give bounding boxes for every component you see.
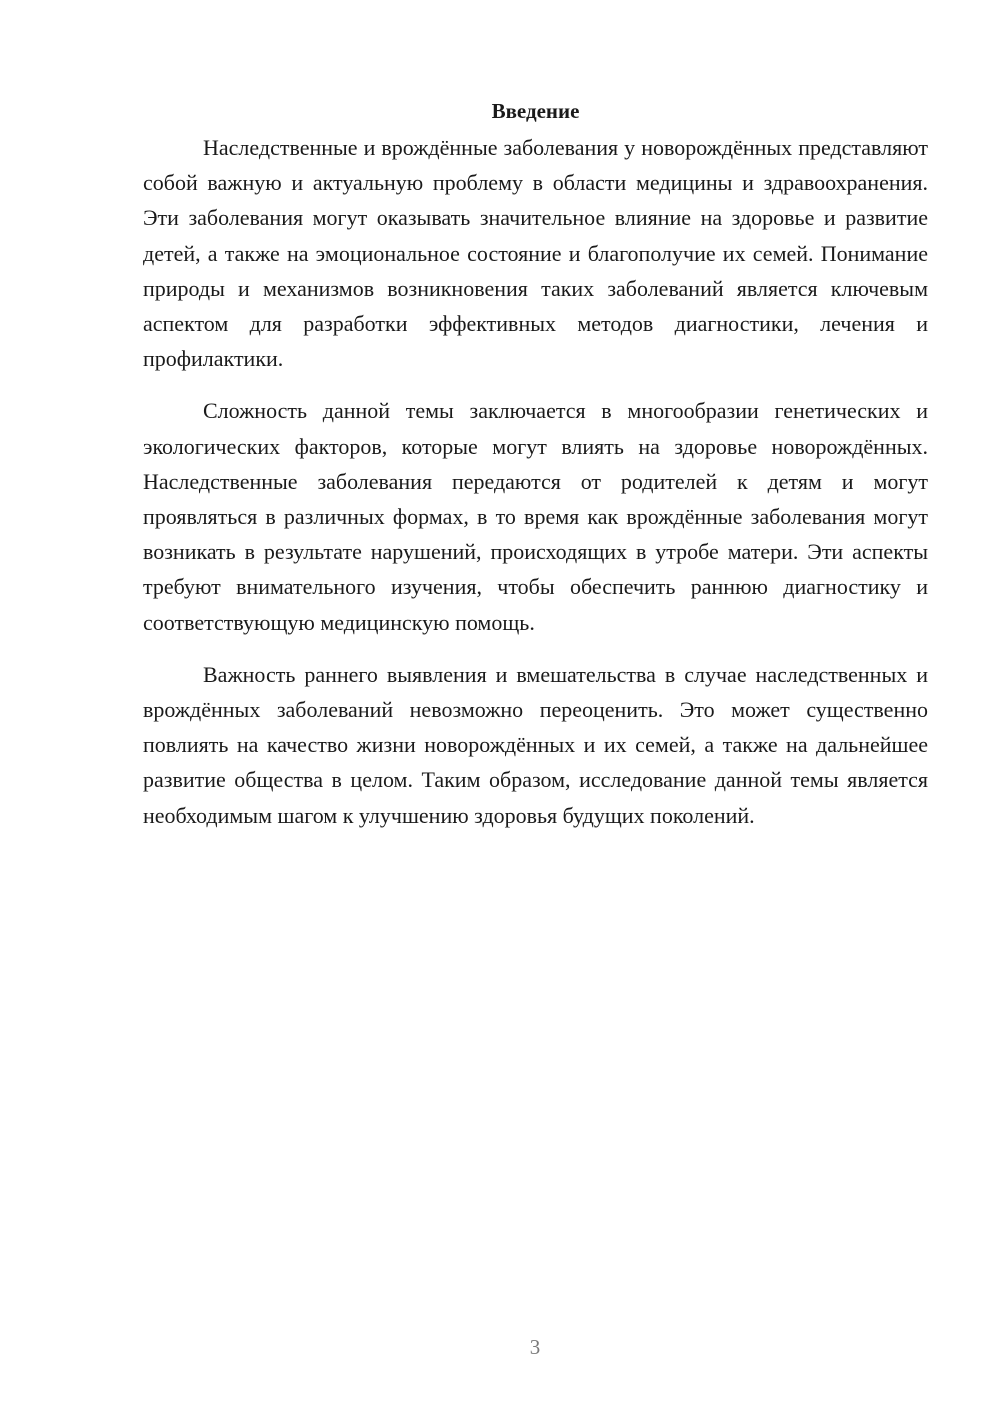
page-content	[143, 96, 928, 850]
section-heading: Введение	[491, 99, 580, 123]
paragraph-1: Наследственные и врождённые заболевания у новорождённых представляют собой важную и актуальную проблему в области медицины и здравоохранения. Эти заболевания могут оказывать значительное влияние на здоровье и развитие детей, а также на эмоциональное состояние и благополучие их семей. Понимание природы и механизмов возникновения таких заболеваний является ключевым аспектом для разработки эффективных методов диагностики, лечения и профилактики.	[143, 135, 928, 372]
paragraph-2: Сложность данной темы заключается в многообразии генетических и экологических факторов, которые могут влиять на здоровье новорождённых. Наследственные заболевания передаются от родителей к детям и могут проявляться в различных формах, в то время как врождённые заболевания могут возникать в результате нарушений, происходящих в утробе матери. Эти аспекты требуют внимательного изучения, чтобы обеспечить раннюю диагностику и соответствующую медицинскую помощь.	[143, 398, 928, 635]
paragraph-3: Важность раннего выявления и вмешательства в случае наследственных и врождённых заболеваний невозможно переоценить. Это может существенно повлиять на качество жизни новорождённых и их семей, а также на дальнейшее развитие общества в целом. Таким образом, исследование данной темы является необходимым шагом к улучшению здоровья будущих поколений.	[143, 661, 928, 828]
page-number: 3	[529, 1335, 541, 1359]
